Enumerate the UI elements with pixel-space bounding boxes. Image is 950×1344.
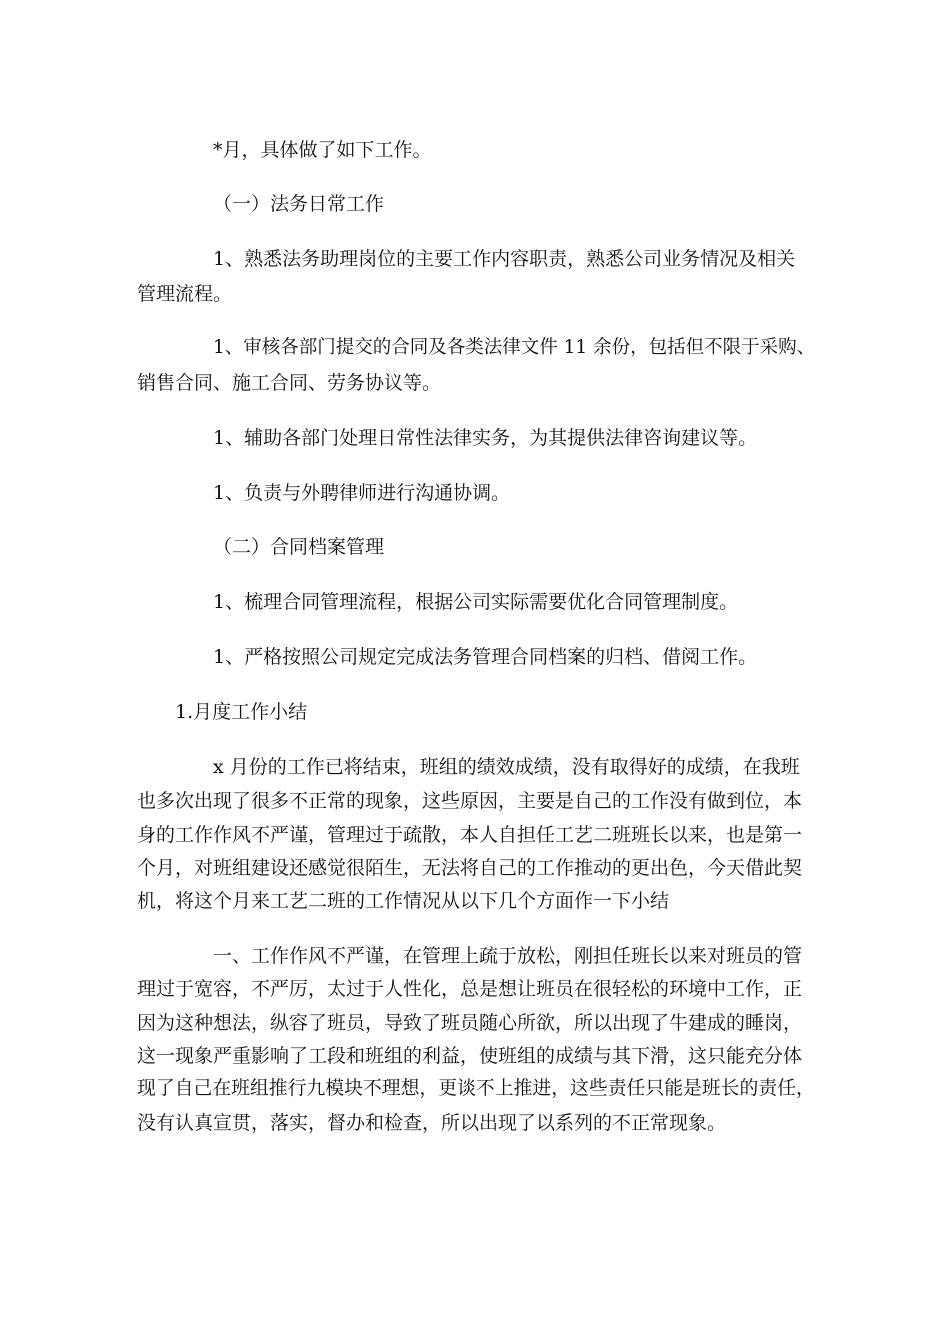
paragraph-line: 1、熟悉法务助理岗位的主要工作内容职责，熟悉公司业务情况及相关	[213, 248, 796, 270]
section-heading: （二）合同档案管理	[213, 536, 385, 558]
paragraph-line: 销售合同、施工合同、劳务协议等。	[137, 372, 442, 394]
section-heading: （一）法务日常工作	[213, 193, 385, 215]
paragraph-line: 一、工作作风不严谨，在管理上疏于放松，刚担任班长以来对班员的管	[213, 945, 803, 967]
paragraph-line: 管理流程。	[137, 283, 233, 305]
paragraph-line: 1、审核各部门提交的合同及各类法律文件 11 余份，包括但不限于采购、	[213, 337, 816, 358]
paragraph-line: 理过于宽容，不严厉，太过于人性化，总是想让班员在很轻松的环境中工作，正	[137, 978, 803, 1000]
paragraph-line: 1、辅助各部门处理日常性法律实务，为其提供法律咨询建议等。	[213, 427, 758, 449]
paragraph-line: 1、梳理合同管理流程，根据公司实际需要优化合同管理制度。	[213, 591, 739, 613]
paragraph-line: *月，具体做了如下工作。	[213, 139, 432, 161]
paragraph-line: 个月，对班组建设还感觉很陌生，无法将自己的工作推动的更出色，今天借此契	[137, 857, 803, 879]
paragraph-line: 机，将这个月来工艺二班的工作情况从以下几个方面作一下小结	[137, 890, 670, 912]
paragraph-line: 1、严格按照公司规定完成法务管理合同档案的归档、借阅工作。	[213, 646, 758, 668]
paragraph-line: 1、负责与外聘律师进行沟通协调。	[213, 482, 511, 504]
paragraph-line: 身的工作作风不严谨，管理过于疏散，本人自担任工艺二班班长以来，也是第一	[137, 824, 803, 846]
paragraph-line: 没有认真宣贯，落实，督办和检查，所以出现了以系列的不正常现象。	[137, 1112, 727, 1134]
paragraph-line: 因为这种想法，纵容了班员，导致了班员随心所欲，所以出现了牛建成的睡岗，	[137, 1012, 803, 1034]
paragraph-line: x 月份的工作已将结束，班组的绩效成绩，没有取得好的成绩，在我班	[213, 756, 800, 778]
paragraph-line: 也多次出现了很多不正常的现象，这些原因，主要是自己的工作没有做到位，本	[137, 790, 803, 812]
paragraph-line: 现了自己在班组推行九模块不理想，更谈不上推进，这些责任只能是班长的责任，	[137, 1078, 815, 1099]
section-heading: 1.月度工作小结	[175, 701, 308, 723]
paragraph-line: 这一现象严重影响了工段和班组的利益，使班组的成绩与其下滑，这只能充分体	[137, 1045, 803, 1067]
